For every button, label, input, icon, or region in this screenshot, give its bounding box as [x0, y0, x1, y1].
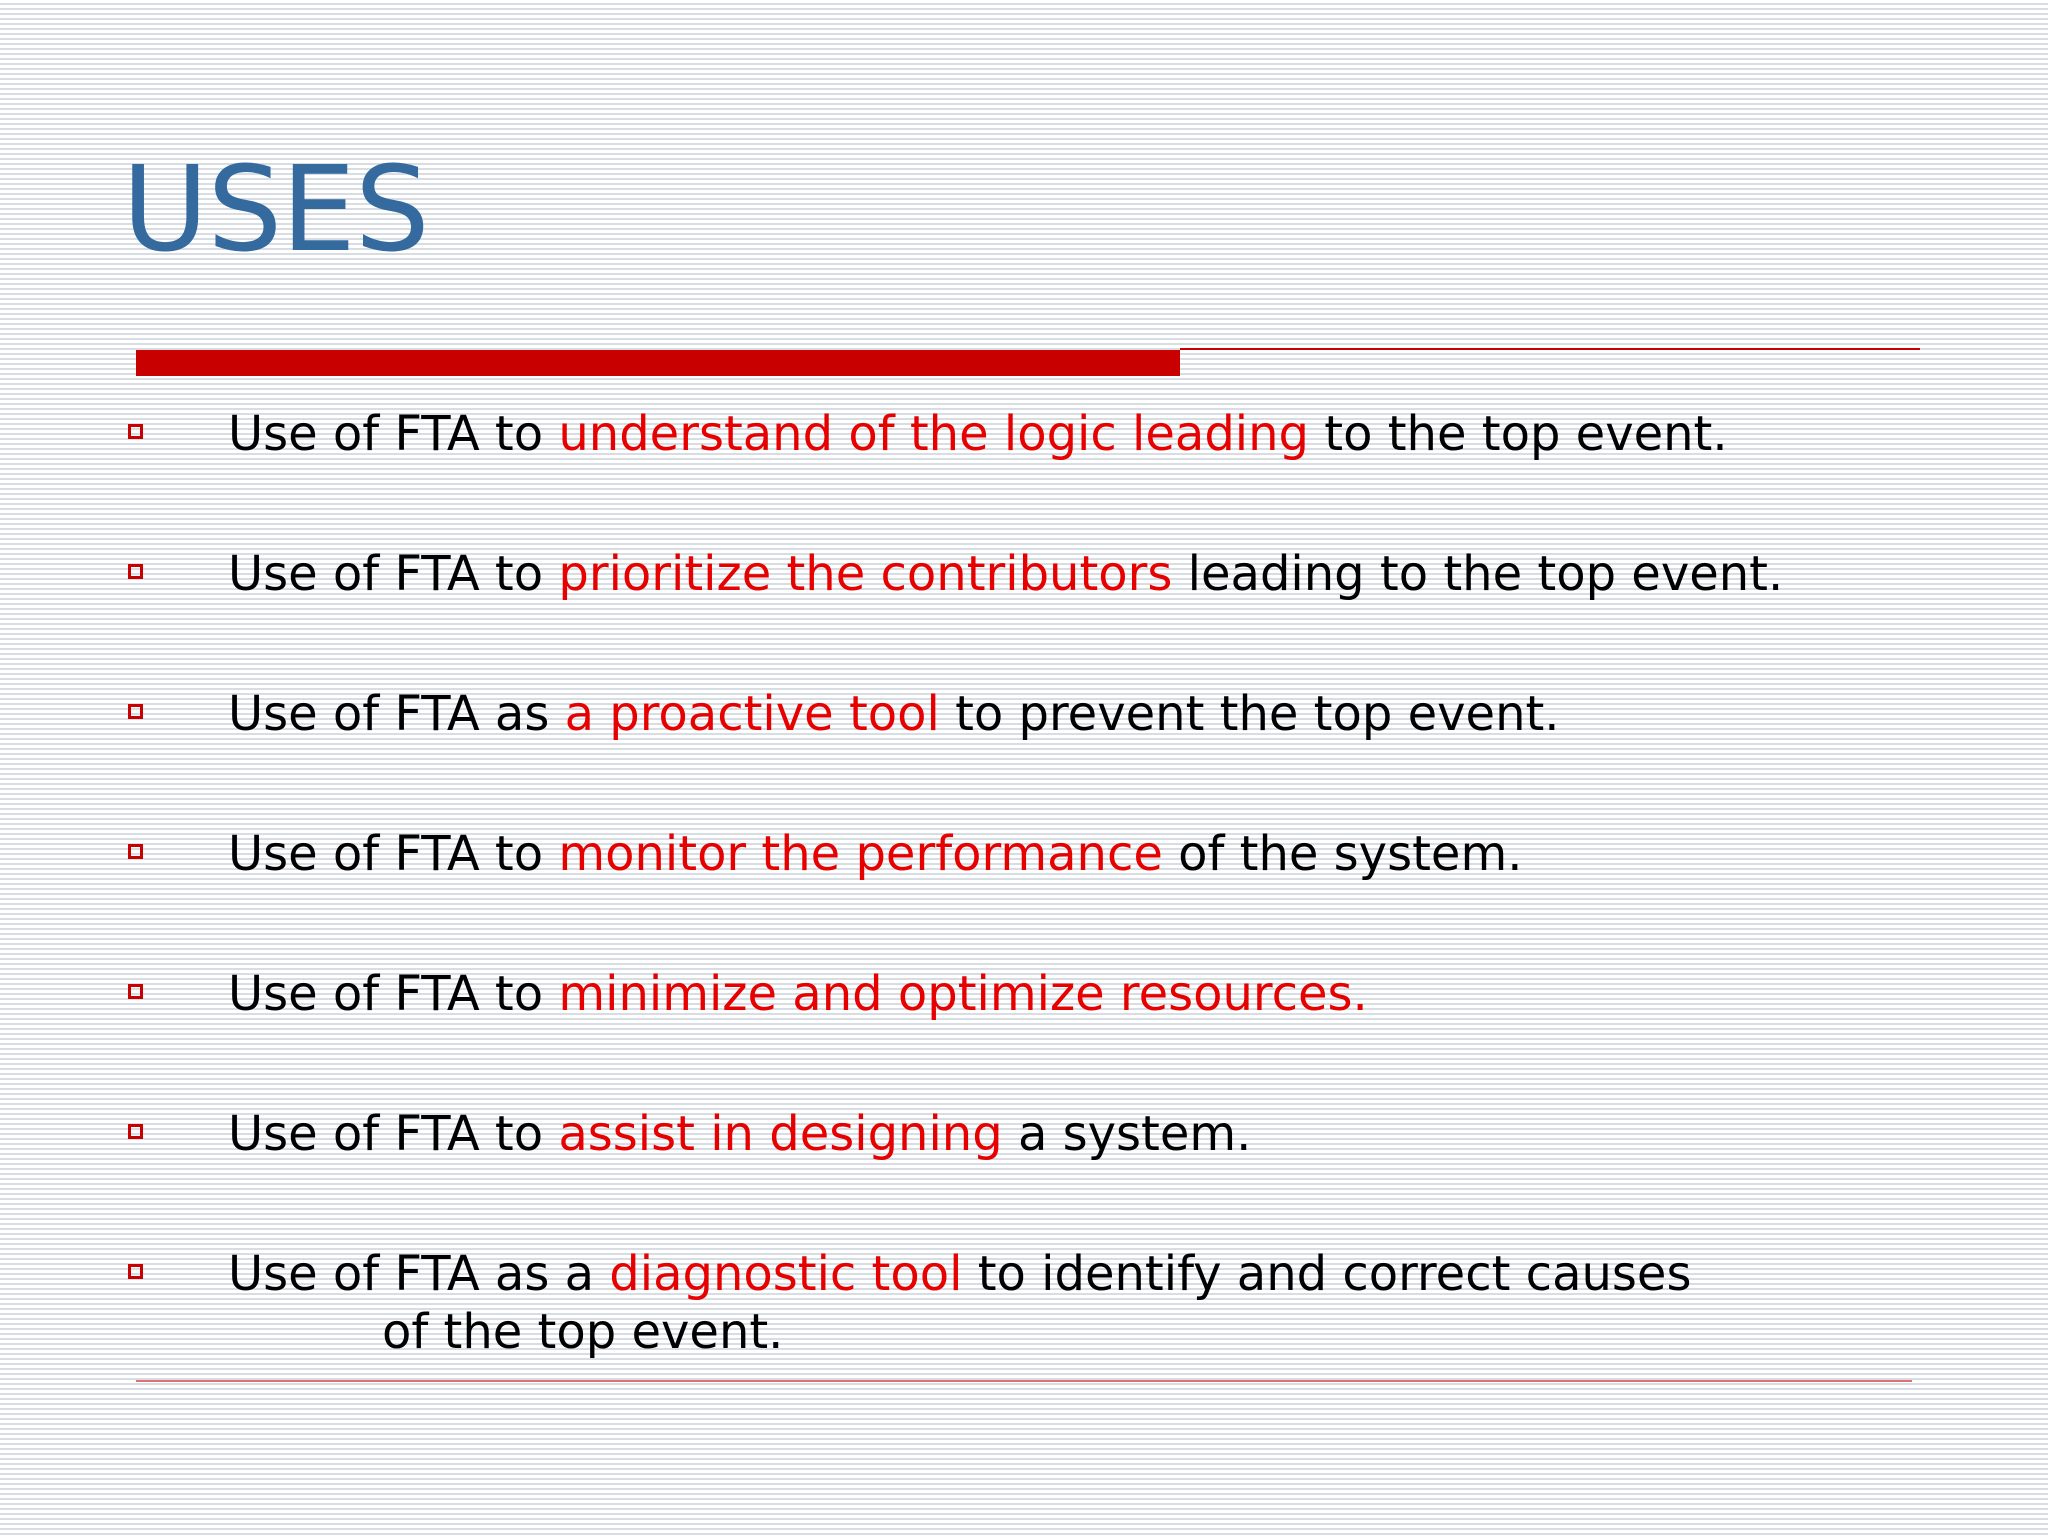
bullet-text: Use of FTA as a [228, 1246, 610, 1302]
bullet-item [228, 404, 1928, 464]
hollow-square-icon [128, 844, 143, 859]
bullet-text: Use of FTA as [228, 686, 565, 742]
bullet-text: leading to the top event. [1172, 546, 1784, 602]
hollow-square-icon [128, 564, 143, 579]
bullet-highlight: a proactive tool [564, 686, 940, 742]
title-underline-thin [1180, 348, 1920, 350]
bullet-text: Use of FTA to [228, 546, 559, 602]
bullet-highlight: minimize and optimize resources. [558, 966, 1368, 1022]
bullet-highlight: assist in designing [558, 1106, 1003, 1162]
bullet-text: of the system. [1162, 826, 1523, 882]
bullet-highlight: prioritize the contributors [558, 546, 1173, 602]
hollow-square-icon [128, 1124, 143, 1139]
bullet-item [228, 964, 1928, 1024]
slide-title: USES [122, 140, 429, 278]
hollow-square-icon [128, 424, 143, 439]
bullet-highlight: diagnostic tool [609, 1246, 963, 1302]
hollow-square-icon [128, 704, 143, 719]
bullet-item [228, 684, 1928, 744]
bullet-text: a system. [1002, 1106, 1252, 1162]
bullet-text: to prevent the top event. [939, 686, 1560, 742]
bullet-text: Use of FTA to [228, 1106, 559, 1162]
hollow-square-icon [128, 1264, 143, 1279]
bullet-text: to identify and correct causes [962, 1246, 1692, 1302]
footer-rule [136, 1380, 1912, 1382]
bullet-text: to the top event. [1309, 406, 1728, 462]
bullet-highlight: monitor the performance [558, 826, 1163, 882]
bullet-text: Use of FTA to [228, 406, 559, 462]
bullet-item [228, 544, 1928, 604]
bullet-highlight: understand of the logic leading [558, 406, 1310, 462]
hollow-square-icon [128, 984, 143, 999]
bullet-continuation: of the top event. [382, 1304, 784, 1360]
bullet-item [228, 1104, 1928, 1164]
bullet-text: Use of FTA to [228, 966, 559, 1022]
title-underline-thick [136, 350, 1180, 376]
bullet-text: Use of FTA to [228, 826, 559, 882]
bullet-item [228, 824, 1928, 884]
bullet-item [228, 1244, 1928, 1362]
